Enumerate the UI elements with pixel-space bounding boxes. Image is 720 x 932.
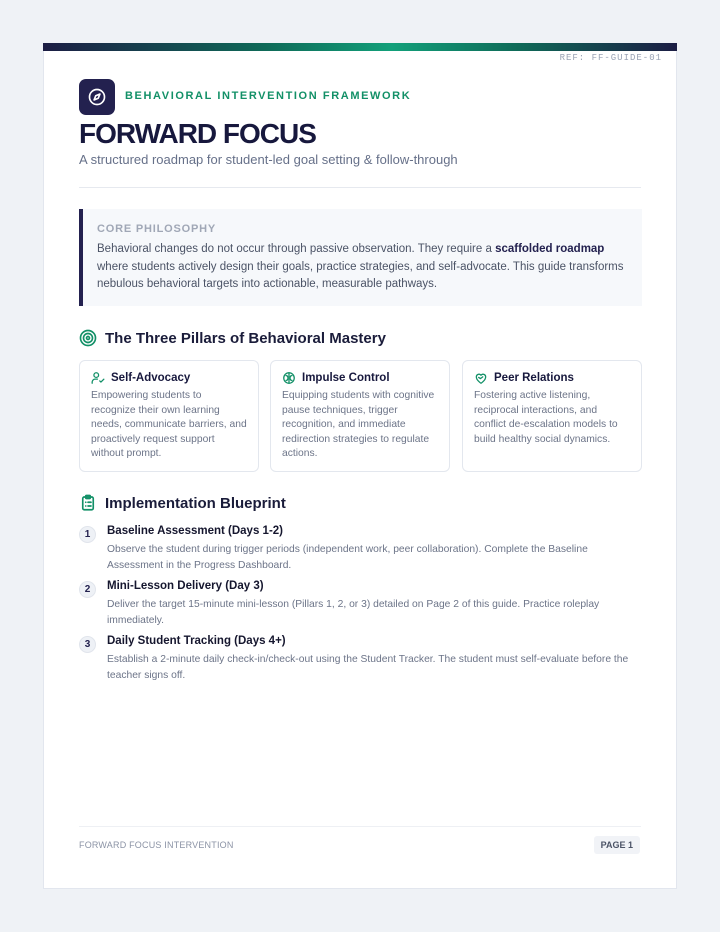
pillars-heading [79, 329, 386, 347]
page-number-badge: PAGE 1 [594, 836, 640, 854]
header-kicker: BEHAVIORAL INTERVENTION FRAMEWORK [125, 90, 412, 102]
core-philosophy-callout [79, 209, 642, 306]
pillars-heading-text: The Three Pillars of Behavioral Mastery [105, 329, 386, 347]
divider [79, 187, 641, 188]
pillar-card-self-advocacy [79, 360, 259, 472]
step-description: Deliver the target 15-minute mini-lesson (Pillars 1, 2, or 3) detailed on Page 2 of this guide. Practice roleplay immediately. [107, 599, 600, 626]
pillar-title: Impulse Control [302, 372, 390, 384]
blueprint-heading [79, 494, 286, 512]
clipboard-list-icon [79, 494, 97, 512]
step-description: Establish a 2-minute daily check-in/check-out using the Student Tracker. The student must self-evaluate before the teacher signs off. [107, 654, 629, 681]
pillar-description: Equipping students with cognitive pause techniques, trigger recognition, and immediate redirection strategies to regulate actions. [282, 390, 435, 460]
pillar-card-peer-relations [462, 360, 642, 472]
callout-highlight: scaffolded roadmap [495, 243, 605, 255]
user-check-icon [91, 371, 105, 385]
step-description: Observe the student during trigger periods (independent work, peer collaboration). Complete the Baseline Assessment in the Progress Dashboard. [107, 544, 588, 571]
step-number: 2 [79, 581, 96, 598]
pillars-grid [79, 360, 642, 472]
callout-text-start: Behavioral changes do not occur through passive observation. They require a [97, 243, 496, 255]
pillar-card-impulse-control [270, 360, 450, 472]
step-number: 1 [79, 526, 96, 543]
blueprint-heading-text: Implementation Blueprint [105, 494, 286, 512]
document-page [43, 43, 677, 889]
reference-code: REF: FF-GUIDE-01 [559, 53, 662, 63]
pillar-description: Empowering students to recognize their own learning needs, communicate barriers, and proactively request support without prompt. [91, 390, 247, 460]
page-title: FORWARD FOCUS [79, 118, 316, 149]
target-icon [79, 329, 97, 347]
callout-text [97, 241, 626, 294]
page-subtitle: A structured roadmap for student-led goal setting & follow-through [79, 152, 458, 167]
footer-label: FORWARD FOCUS INTERVENTION [79, 840, 234, 850]
step-title: Baseline Assessment (Days 1-2) [107, 525, 283, 537]
callout-text-end: where students actively design their goals, practice strategies, and self-advocate. This guide transforms nebulous behavioral targets into actionable, measurable pathways. [97, 260, 624, 290]
footer-divider [79, 826, 641, 827]
header-accent-bar [43, 43, 677, 51]
step-title: Daily Student Tracking (Days 4+) [107, 635, 286, 647]
step-title: Mini-Lesson Delivery (Day 3) [107, 580, 264, 592]
heart-handshake-icon [474, 371, 488, 385]
pillar-title: Self-Advocacy [111, 372, 191, 384]
brain-icon [282, 371, 296, 385]
step-number: 3 [79, 636, 96, 653]
pillar-description: Fostering active listening, reciprocal interactions, and conflict de-escalation models to build healthy social dynamics. [474, 390, 618, 445]
callout-label: CORE PHILOSOPHY [97, 223, 216, 235]
pillar-title: Peer Relations [494, 372, 574, 384]
compass-icon [79, 79, 115, 115]
